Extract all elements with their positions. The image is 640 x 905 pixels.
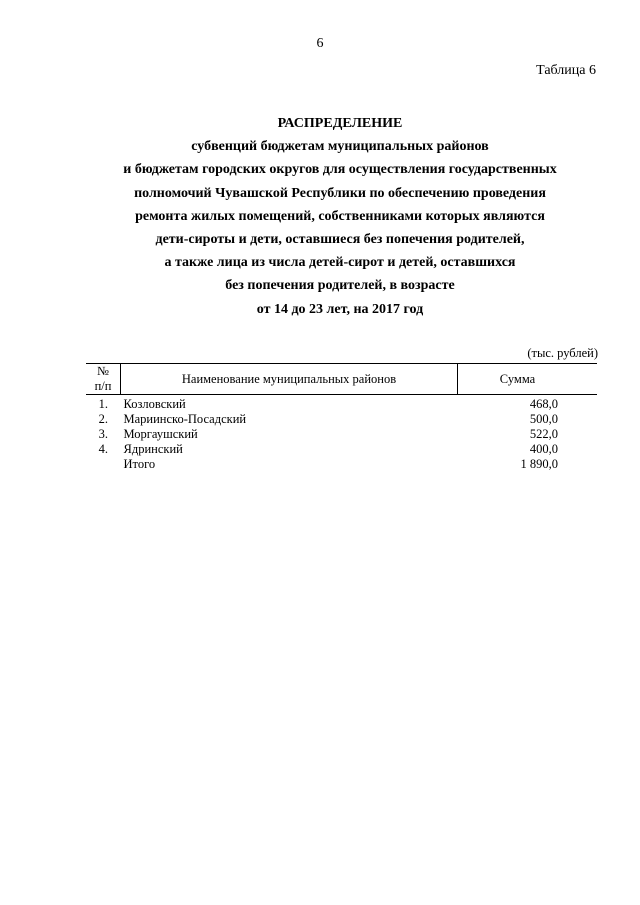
- row-sum: 522,0: [529, 427, 558, 441]
- row-district: Козловский: [123, 397, 186, 411]
- header-number: [86, 364, 121, 395]
- title-line: и бюджетам городских округов для осуществления государственных: [123, 162, 557, 178]
- row-sum: 468,0: [529, 397, 558, 411]
- table-row: [86, 442, 597, 457]
- document-title: [40, 112, 640, 321]
- title-line: полномочий Чувашской Республики по обеспечению проведения: [134, 185, 546, 201]
- header-sum: Сумма: [458, 364, 598, 395]
- table-caption: Таблица 6: [536, 63, 596, 78]
- title-line: дети-сироты и дети, оставшиеся без попечения родителей,: [155, 232, 525, 248]
- title-line: от 14 до 23 лет, на 2017 год: [256, 301, 424, 317]
- header-name: Наименование муниципальных районов: [121, 364, 458, 395]
- title-line: без попечения родителей, в возрасте: [225, 278, 455, 294]
- row-district: Моргаушский: [123, 427, 198, 441]
- title-line: РАСПРЕДЕЛЕНИЕ: [277, 116, 403, 131]
- header-number-symbol: №: [97, 364, 109, 378]
- page-number: 6: [316, 36, 324, 51]
- total-sum: 1 890,0: [520, 457, 558, 471]
- table-row: [86, 412, 597, 427]
- row-number: 4.: [98, 442, 108, 456]
- row-number: 1.: [98, 397, 108, 411]
- table-header-row: [86, 364, 597, 395]
- table-row: [86, 395, 597, 413]
- row-sum: 500,0: [529, 412, 558, 426]
- total-number-cell: [86, 457, 121, 472]
- row-number: 3.: [98, 427, 108, 441]
- title-line: ремонта жилых помещений, собственниками которых являются: [135, 208, 545, 224]
- row-number: 2.: [98, 412, 108, 426]
- row-district: Мариинско-Посадский: [123, 412, 247, 426]
- distribution-table: [86, 363, 597, 472]
- title-line: субвенций бюджетам муниципальных районов: [191, 139, 489, 155]
- table-total-row: [86, 457, 597, 472]
- title-line: а также лица из числа детей-сирот и детей, оставшихся: [164, 255, 516, 271]
- table-row: [86, 427, 597, 442]
- units-label: (тыс. рублей): [527, 346, 598, 360]
- header-number-abbr: п/п: [94, 379, 112, 393]
- total-label: Итого: [123, 457, 156, 471]
- row-district: Ядринский: [123, 442, 183, 456]
- row-sum: 400,0: [529, 442, 558, 456]
